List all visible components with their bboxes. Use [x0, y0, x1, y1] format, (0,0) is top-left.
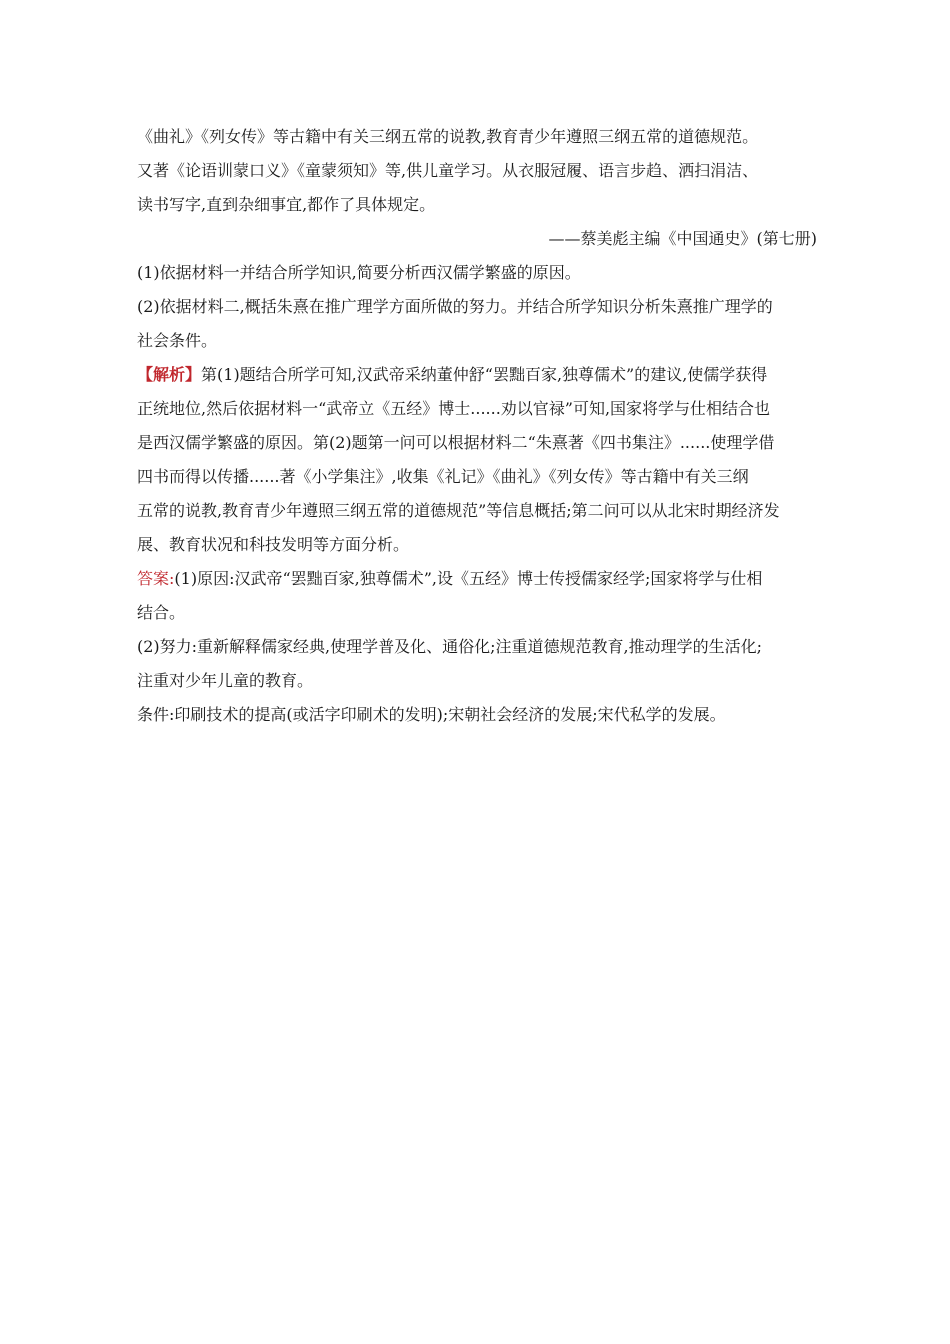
analysis-line: 五常的说教,教育青少年遵照三纲五常的道德规范”等信息概括;第二问可以从北宋时期经济发: [137, 501, 780, 520]
analysis-first-line: [137, 358, 817, 392]
document-body: [137, 120, 817, 732]
answer-effort-line: (2)努力:重新解释儒家经典,使理学普及化、通俗化;注重道德规范教育,推动理学的生活化;: [137, 637, 763, 656]
answer-conditions: 条件:印刷技术的提高(或活字印刷术的发明);宋朝社会经济的发展;宋代私学的发展。: [137, 705, 726, 724]
answer-first-line: [137, 562, 817, 596]
question-1: (1)依据材料一并结合所学知识,简要分析西汉儒学繁盛的原因。: [137, 263, 581, 282]
question-2-line: 社会条件。: [137, 331, 218, 350]
answer-text: (1)原因:汉武帝“罢黜百家,独尊儒术”,设《五经》博士传授儒家经学;国家将学与仕相: [174, 569, 763, 588]
question-2-line: (2)依据材料二,概括朱熹在推广理学方面所做的努力。并结合所学知识分析朱熹推广理学的: [137, 297, 773, 316]
passage-line: 《曲礼》《列女传》等古籍中有关三纲五常的说教,教育青少年遵照三纲五常的道德规范。: [137, 127, 759, 146]
answer-label: 答案:: [137, 569, 175, 588]
answer-line: 结合。: [137, 603, 186, 622]
analysis-line: 展、教育状况和科技发明等方面分析。: [137, 535, 410, 554]
analysis-text: 第(1)题结合所学可知,汉武帝采纳董仲舒“罢黜百家,独尊儒术”的建议,使儒学获得: [201, 365, 768, 384]
source-citation: ——蔡美彪主编《中国通史》(第七册): [548, 229, 817, 248]
analysis-line: 四书而得以传播......著《小学集注》,收集《礼记》《曲礼》《列女传》等古籍中有关三纲: [137, 467, 749, 486]
answer-effort-line: 注重对少年儿童的教育。: [137, 671, 314, 690]
analysis-line: 是西汉儒学繁盛的原因。第(2)题第一问可以根据材料二“朱熹著《四书集注》......使理学借: [137, 433, 775, 452]
passage-line: 又著《论语训蒙口义》《童蒙须知》等,供儿童学习。从衣服冠履、语言步趋、洒扫涓洁、: [137, 161, 759, 180]
analysis-label: 【解析】: [137, 365, 202, 384]
passage-line: 读书写字,直到杂细事宜,都作了具体规定。: [137, 195, 436, 214]
analysis-line: 正统地位,然后依据材料一“武帝立《五经》博士......劝以官禄”可知,国家将学与仕相结合也: [137, 399, 771, 418]
